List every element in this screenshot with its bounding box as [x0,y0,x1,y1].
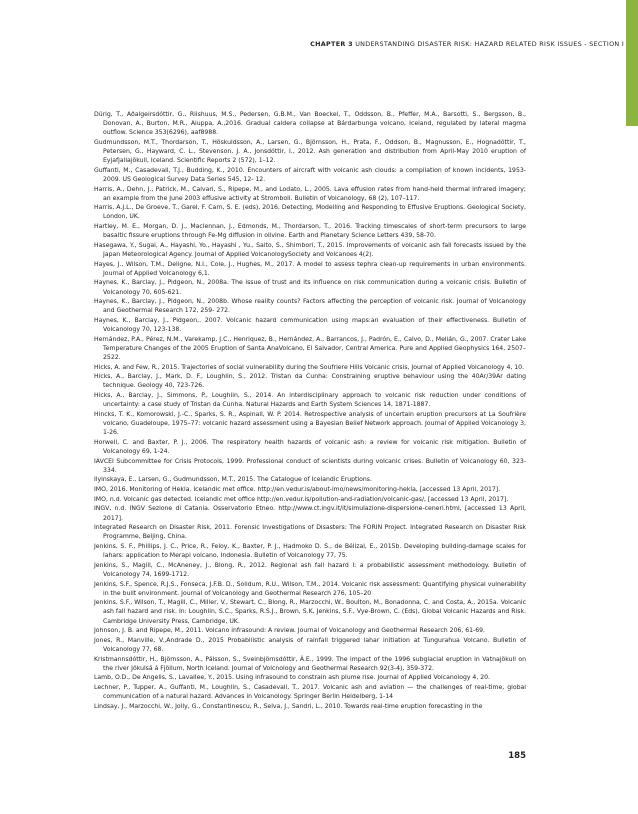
reference-entry: Jenkins, S. F., Phillips, J. C., Price, R., Feloy, K., Baxter, P. J., Hadmoko D. S., de Bélizal, E., 2015b. Developing building-damage scales for lahars: application to Merapi volcano, Indonesia. Bulletin of Volcanology 77, 75. [94,542,526,560]
reference-entry: Jenkins, S.F., Wilson, T., Magill, C., Miller, V., Stewart, C., Blong, R., Marzocchi, W., Boulton, M., Bonadonna, C. and Costa, A., 2015a. Volcanic ash fall hazard and risk. In: Loughlin, S.C., Sparks, R.S.J., Brown, S.K, Jenkins, S.F., Vye-Brown, C. (Eds), Global Volcanic Hazards and Risk. Cambridge University Press, Cambridge, UK. [94,599,526,625]
reference-list [94,110,526,712]
reference-entry: Guffanti, M., Casadevall, T.J., Budding, K., 2010. Encounters of aircraft with volcanic ash clouds: a compilation of known incidents, 1953-2009. US Geological Survey Data Series 545, 12- 12. [94,166,526,183]
chapter-side-tab [626,0,638,126]
reference-entry: Hasegawa, Y., Sugai, A., Hayashi, Yo., Hayashi , Yu., Saito, S., Shimbori, T., 2015. Improvements of volcanic ash fall forecasts issued by the Japan Meteorological Agency. Journal of Applied VolcanologySociety and Volcanoes 4(2). [94,241,526,258]
reference-entry: IAVCEI Subcommittee for Crisis Protocols, 1999. Professional conduct of scientists during volcanic crises. Bulletin of Volcanology 60, 323-334. [94,457,526,474]
running-header [60,40,624,48]
chapter-title: UNDERSTANDING DISASTER RISK: HAZARD RELATED RISK ISSUES - SECTION I [352,40,624,48]
page-number: 185 [508,751,526,761]
reference-entry: Harris, A., Dehn, J., Patrick, M., Calvari, S., Ripepe, M., and Lodato, L., 2005. Lava effusion rates from hand-held thermal infrared imagery; an example from the June 2003 effusive activity at Stromboli. Bulletin of Volcanology, 68 (2), 107–117. [94,185,526,202]
reference-entry: Haynes, K., Barclay, J., Pidgeon,. 2007. Volcanic hazard communication using maps:an evaluation of their effectiveness. Bulletin of Volcanology 70, 123-138. [94,317,526,334]
reference-entry: Harris, A.J.L., De Groeve, T., Garel, F. Carn, S. E. (eds), 2016. Detecting, Modelling and Responding to Effusive Eruptions. Geological Society, London, UK. [94,204,526,221]
reference-entry: Lechner, P., Tupper, A., Guffanti, M., Loughlin, S., Casadevall, T., 2017. Volcanic ash and aviation — the challenges of real-time, global communication of a natural hazard. Advances in Volcanology. Springer Berlin Heidelberg, 1-14 [94,684,526,701]
reference-entry: IMO, 2016. Monitoring of Hekla. Icelandic met office. http://en.vedur.is/about-imo/news/monitoring-hekla, [accessed 13 April, 2017]. [94,486,501,494]
reference-entry: Ilyinskaya, E., Larsen, G., Gudmundsson, M.T., 2015. The Catalogue of Icelandic Eruptions. [94,476,372,484]
reference-entry: Hicks, A., Barclay, J., Simmons, P., Loughlin, S., 2014. An interdisciplinary approach to volcanic risk reduction under conditions of uncertainty: a case study of Tristan da Cunha. Natural Hazards and Earth System Sciences 14, 1871-1887. [94,392,526,409]
reference-entry: Jenkins, S., Magill, C., McAneney, J., Blong, R., 2012. Regional ash fall hazard I: a probabilistic assessment methodology. Bulletin of Volcanology 74, 1699-1712. [94,561,526,578]
reference-entry: Hayes, J., Wilson, T.M., Deligne, N.I., Cole, J., Hughes, M., 2017. A model to assess tephra clean-up requirements in urban environments. Journal of Applied Volcanology 6,1. [94,260,526,277]
reference-entry: IMO, n.d. Volcanic gas detected. Icelandic met office http://en.vedur.is/pollution-and-radiation/volcanic-gas/, [accessed 13 April, 2017]. [94,495,509,503]
reference-entry: Lindsay, J., Marzocchi, W., Jolly, G., Constantinescu, R., Selva, J., Sandri, L., 2010. Towards real-time eruption forecasting in the [94,702,483,710]
reference-entry: Haynes, K., Barclay, J., Pidgeon, N., 2008b. Whose reality counts? Factors affecting the perception of volcanic risk. Journal of Volcanology and Geothermal Research 172, 259- 272. [94,298,526,315]
reference-entry: Jones, R., Manville, V.,Andrade D., 2015 Probabilistic analysis of rainfall triggered lahar initiation at Tungurahua Volcano. Bulletin of Volcanology 77, 68. [94,636,526,653]
reference-entry: Horwell, C. and Baxter, P. J., 2006. The respiratory health hazards of volcanic ash: a review for volcanic risk mitigation. Bulletin of Volcanology 69, 1-24. [94,438,526,455]
reference-entry: INGV, n.d. INGV Sezione di Catania. Osservatorio Etneo. http://www.ct.ingv.it/it/simulazione-dispersione-ceneri.html, [accessed 13 April, 2017]. [94,505,526,522]
reference-entry: Hincks, T. K., Komorowski, J.-C., Sparks, S. R., Aspinall, W. P. 2014. Retrospective analysis of uncertain eruption precursors at La Soufrière volcano, Guadeloupe, 1975–77: volcanic hazard assessment using a Bayesian Belief Network approach. Journal of Applied Volcanology 3, 1-26. [94,410,526,437]
reference-entry: Hartley, M. E., Morgan, D. J., Maclennan, J., Edmonds, M., Thordarson, T., 2016. Tracking timescales of short-term precursors to large basaltic fissure eruptions through Fe-Mg diffusion in olivine. Earth and Planetary Science Letters 439, 58-70. [94,223,526,240]
reference-entry: Johnson, J. B. and Ripepe, M., 2011. Volcano infrasound: A review. Journal of Volcanology and Geothermal Research 206, 61-69. [94,627,485,635]
reference-entry: Kristmannsdóttir, H., Björnsson, A., Pálsson, S., Sveinbjörnsdóttir, Á.E., 1999. The impact of the 1996 subglacial eruption in Vatnajökull on the river Jökulsá á Fjöllum, North Iceland. Journal of Volcnology and Geothermal Research 92(3-4), 359-372. [94,655,526,672]
reference-entry: Hicks, A., Barclay, J., Mark, D. F., Loughlin, S., 2012. Tristan da Cunha: Constraining eruptive behaviour using the 40Ar/39Ar dating technique. Geology 40, 723-726. [94,373,526,390]
reference-entry: Haynes, K., Barclay, J., Pidgeon, N., 2008a. The issue of trust and its influence on risk communication during a volcanic crisis. Bulletin of Volcanology 70, 605-621. [94,279,526,296]
reference-entry: Hicks, A. and Few, R., 2015. Trajectories of social vulnerability during the Soufriere Hills Volcanic crisis, Journal of Applied Volcanology 4, 10. [94,363,525,371]
reference-entry: Integrated Research on Disaster Risk, 2011. Forensic Investigations of Disasters: The FORIN Project. Integrated Research on Disaster Risk Programme, Beijing, China. [94,524,526,541]
reference-entry: Lamb, O.D., De Angelis, S., Lavallee, Y., 2015. Using infrasound to constrain ash plume rise. Journal of Applied Volcanology 4, 20. [94,674,491,682]
reference-entry: Dürig, T., Aðalgeirsdóttir, G., Riishuus, M.S., Pedersen, G.B.M., Van Boeckel, T., Oddsson, B., Pfeffer, M.A., Barsotti, S., Bergsson, B., Donovan, A., Burton, M.R., Aiuppa, A.,2016. Gradual caldera collapse at Bárdarbunga volcano, Iceland, regulated by lateral magma outflow. Science 353(6296), aaf8988. [94,111,526,137]
chapter-label: CHAPTER 3 [310,40,353,48]
reference-entry: Jenkins, S.F., Spence, R.J.S., Fonseca, J.F.B. D., Solidum, R.U., Wilson, T.M., 2014. Volcanic risk assessment: Quantifying physical vulnerability in the built environment. Journal of Volcanology and Geothermal Research 276, 105–20 [94,580,526,597]
reference-entry: Gudmundsson, M.T., Thordarson, T., Höskuldsson, A., Larsen, G., Björnsson, H., Prata, F., Oddson, B., Magnusson, E., Hognadóttir, T., Petersen, G., Hayward, C. L., Stevenson, J. A., Jonsdóttir, I., 2012. Ash generation and distribution from April-May 2010 eruption of Eyjafjallajökull, Iceland. Scientific Reports 2 (572), 1–12. [94,138,526,165]
reference-entry: Hernández, P.A., Pérez, N.M., Varekamp, J.C., Henriquez, B., Hernández, A., Barrancos, J., Padrón, E., Calvo, D., Melián, G., 2007. Crater Lake Temperature Changes of the 2005 Eruption of Santa AnaVolcano, El Salvador, Central America. Pure and Applied Geophysics 164, 2507–2522. [94,335,526,361]
